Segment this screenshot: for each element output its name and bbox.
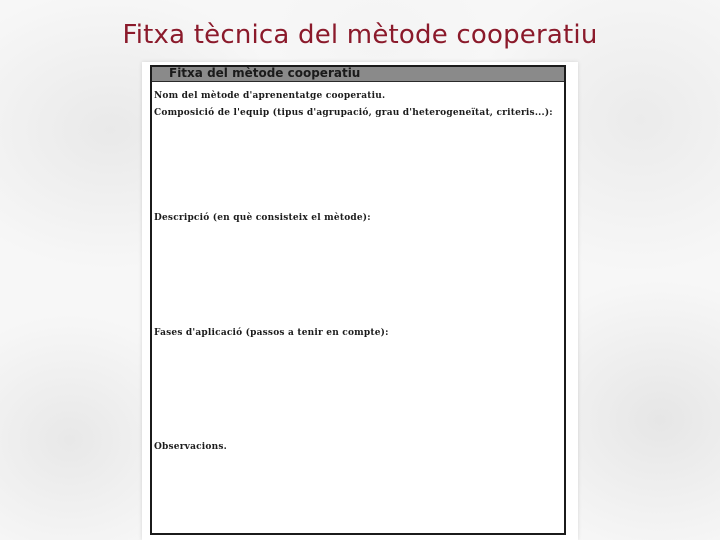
- slide-title: Fitxa tècnica del mètode cooperatiu: [122, 20, 598, 50]
- field-method-name: Nom del mètode d'aprenentatge cooperatiu.: [154, 91, 386, 101]
- form-header: [152, 67, 564, 82]
- field-description: Descripció (en què consisteix el mètode):: [154, 213, 371, 223]
- field-application-phases: Fases d'aplicació (passos a tenir en compte):: [154, 328, 389, 338]
- form-frame: [150, 65, 566, 535]
- form-header-title: Fitxa del mètode cooperatiu: [169, 66, 361, 80]
- document-image: [142, 62, 578, 540]
- field-team-composition: Composició de l'equip (tipus d'agrupació, grau d'heterogeneïtat, criteris...):: [154, 108, 553, 118]
- field-observations: Observacions.: [154, 442, 227, 452]
